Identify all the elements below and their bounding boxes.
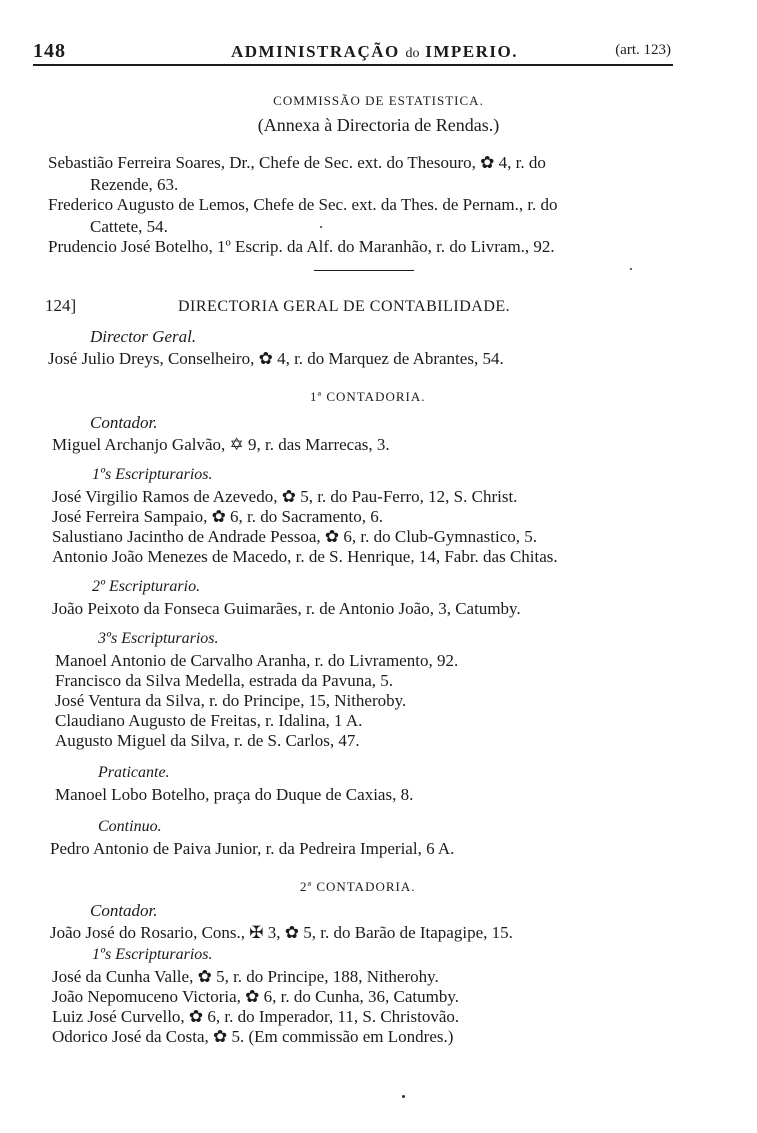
role-label-director: Director Geral. <box>90 327 197 346</box>
running-title-end: IMPERIO. <box>425 42 518 61</box>
running-title <box>231 42 518 62</box>
entry-line: Rezende, 63. <box>90 175 179 194</box>
contador-entry-2: João José do Rosario, Cons., ✠ 3, ✿ 5, r. do Barão de Itapagipe, 15. <box>50 923 513 942</box>
article-reference: (art. 123) <box>615 42 671 58</box>
contador-entry: Miguel Archanjo Galvão, ✡ 9, r. das Marrecas, 3. <box>52 435 390 454</box>
entry-line: Sebastião Ferreira Soares, Dr., Chefe de Sec. ext. do Thesouro, ✿ 4, r. do <box>48 153 546 172</box>
role-label-continuo: Continuo. <box>98 818 162 835</box>
section-heading-commissao: COMMISSÃO DE ESTATISTICA. <box>273 93 484 108</box>
entry-line: Prudencio José Botelho, 1º Escrip. da Alf. do Maranhão, r. do Livram., 92. <box>48 237 555 256</box>
running-title-mid: do <box>405 46 420 61</box>
role-label-escripturario-2: 2º Escripturario. <box>92 578 201 595</box>
section-divider <box>314 270 414 271</box>
page-header <box>33 38 673 66</box>
entry-line: Augusto Miguel da Silva, r. de S. Carlos, 47. <box>55 731 360 750</box>
entry-line: João Nepomuceno Victoria, ✿ 6, r. do Cunha, 36, Catumby. <box>52 987 459 1006</box>
page-number: 148 <box>33 40 66 62</box>
role-label-praticante: Praticante. <box>98 764 170 781</box>
entry-line: Luiz José Curvello, ✿ 6, r. do Imperador, 11, S. Christovão. <box>52 1007 460 1026</box>
section-subheading: (Annexa à Directoria de Rendas.) <box>257 115 500 135</box>
entry-line: Salustiano Jacintho de Andrade Pessoa, ✿ 6, r. do Club-Gymnastico, 5. <box>52 527 537 546</box>
print-speck <box>320 226 322 228</box>
entry-line: Francisco da Silva Medella, estrada da Pavuna, 5. <box>55 671 394 690</box>
entry-line: José Ferreira Sampaio, ✿ 6, r. do Sacramento, 6. <box>52 507 384 526</box>
contadoria-heading-1: 1ª CONTADORIA. <box>310 389 426 404</box>
entry-line: José Ventura da Silva, r. do Principe, 15, Nitheroby. <box>55 691 407 710</box>
section-heading-contabilidade: DIRECTORIA GERAL DE CONTABILIDADE. <box>178 298 511 315</box>
role-label-contador-2: Contador. <box>90 901 158 920</box>
section-number: 124] <box>45 296 77 315</box>
print-speck <box>630 268 632 270</box>
entry-line: Odorico José da Costa, ✿ 5. (Em commissão em Londres.) <box>52 1027 454 1046</box>
entry-line: Antonio João Menezes de Macedo, r. de S. Henrique, 14, Fabr. das Chitas. <box>52 547 558 566</box>
role-label-escripturarios-3: 3ºs Escripturarios. <box>98 630 219 647</box>
role-label-contador: Contador. <box>90 413 158 432</box>
entry-line: João Peixoto da Fonseca Guimarães, r. de Antonio João, 3, Catumby. <box>52 599 521 618</box>
role-label-escripturarios-1: 1ºs Escripturarios. <box>92 466 213 483</box>
entry-line: Manoel Antonio de Carvalho Aranha, r. do Livramento, 92. <box>55 651 459 670</box>
entry-line: José Virgilio Ramos de Azevedo, ✿ 5, r. do Pau-Ferro, 12, S. Christ. <box>52 487 518 506</box>
contadoria-heading-2: 2ª CONTADORIA. <box>300 879 416 894</box>
praticante-entry: Manoel Lobo Botelho, praça do Duque de Caxias, 8. <box>55 785 414 804</box>
entry-line: Claudiano Augusto de Freitas, r. Idalina, 1 A. <box>55 711 363 730</box>
entry-line: Cattete, 54. <box>90 217 168 236</box>
director-entry: José Julio Dreys, Conselheiro, ✿ 4, r. do Marquez de Abrantes, 54. <box>48 349 504 368</box>
print-speck <box>402 1095 405 1098</box>
entry-line: José da Cunha Valle, ✿ 5, r. do Principe, 188, Nitherohy. <box>52 967 439 986</box>
entry-line: Frederico Augusto de Lemos, Chefe de Sec. ext. da Thes. de Pernam., r. do <box>48 195 558 214</box>
continuo-entry: Pedro Antonio de Paiva Junior, r. da Pedreira Imperial, 6 A. <box>50 839 455 858</box>
role-label-escripturarios-2a: 1ºs Escripturarios. <box>92 946 213 963</box>
running-title-main: ADMINISTRAÇÃO <box>231 42 400 61</box>
